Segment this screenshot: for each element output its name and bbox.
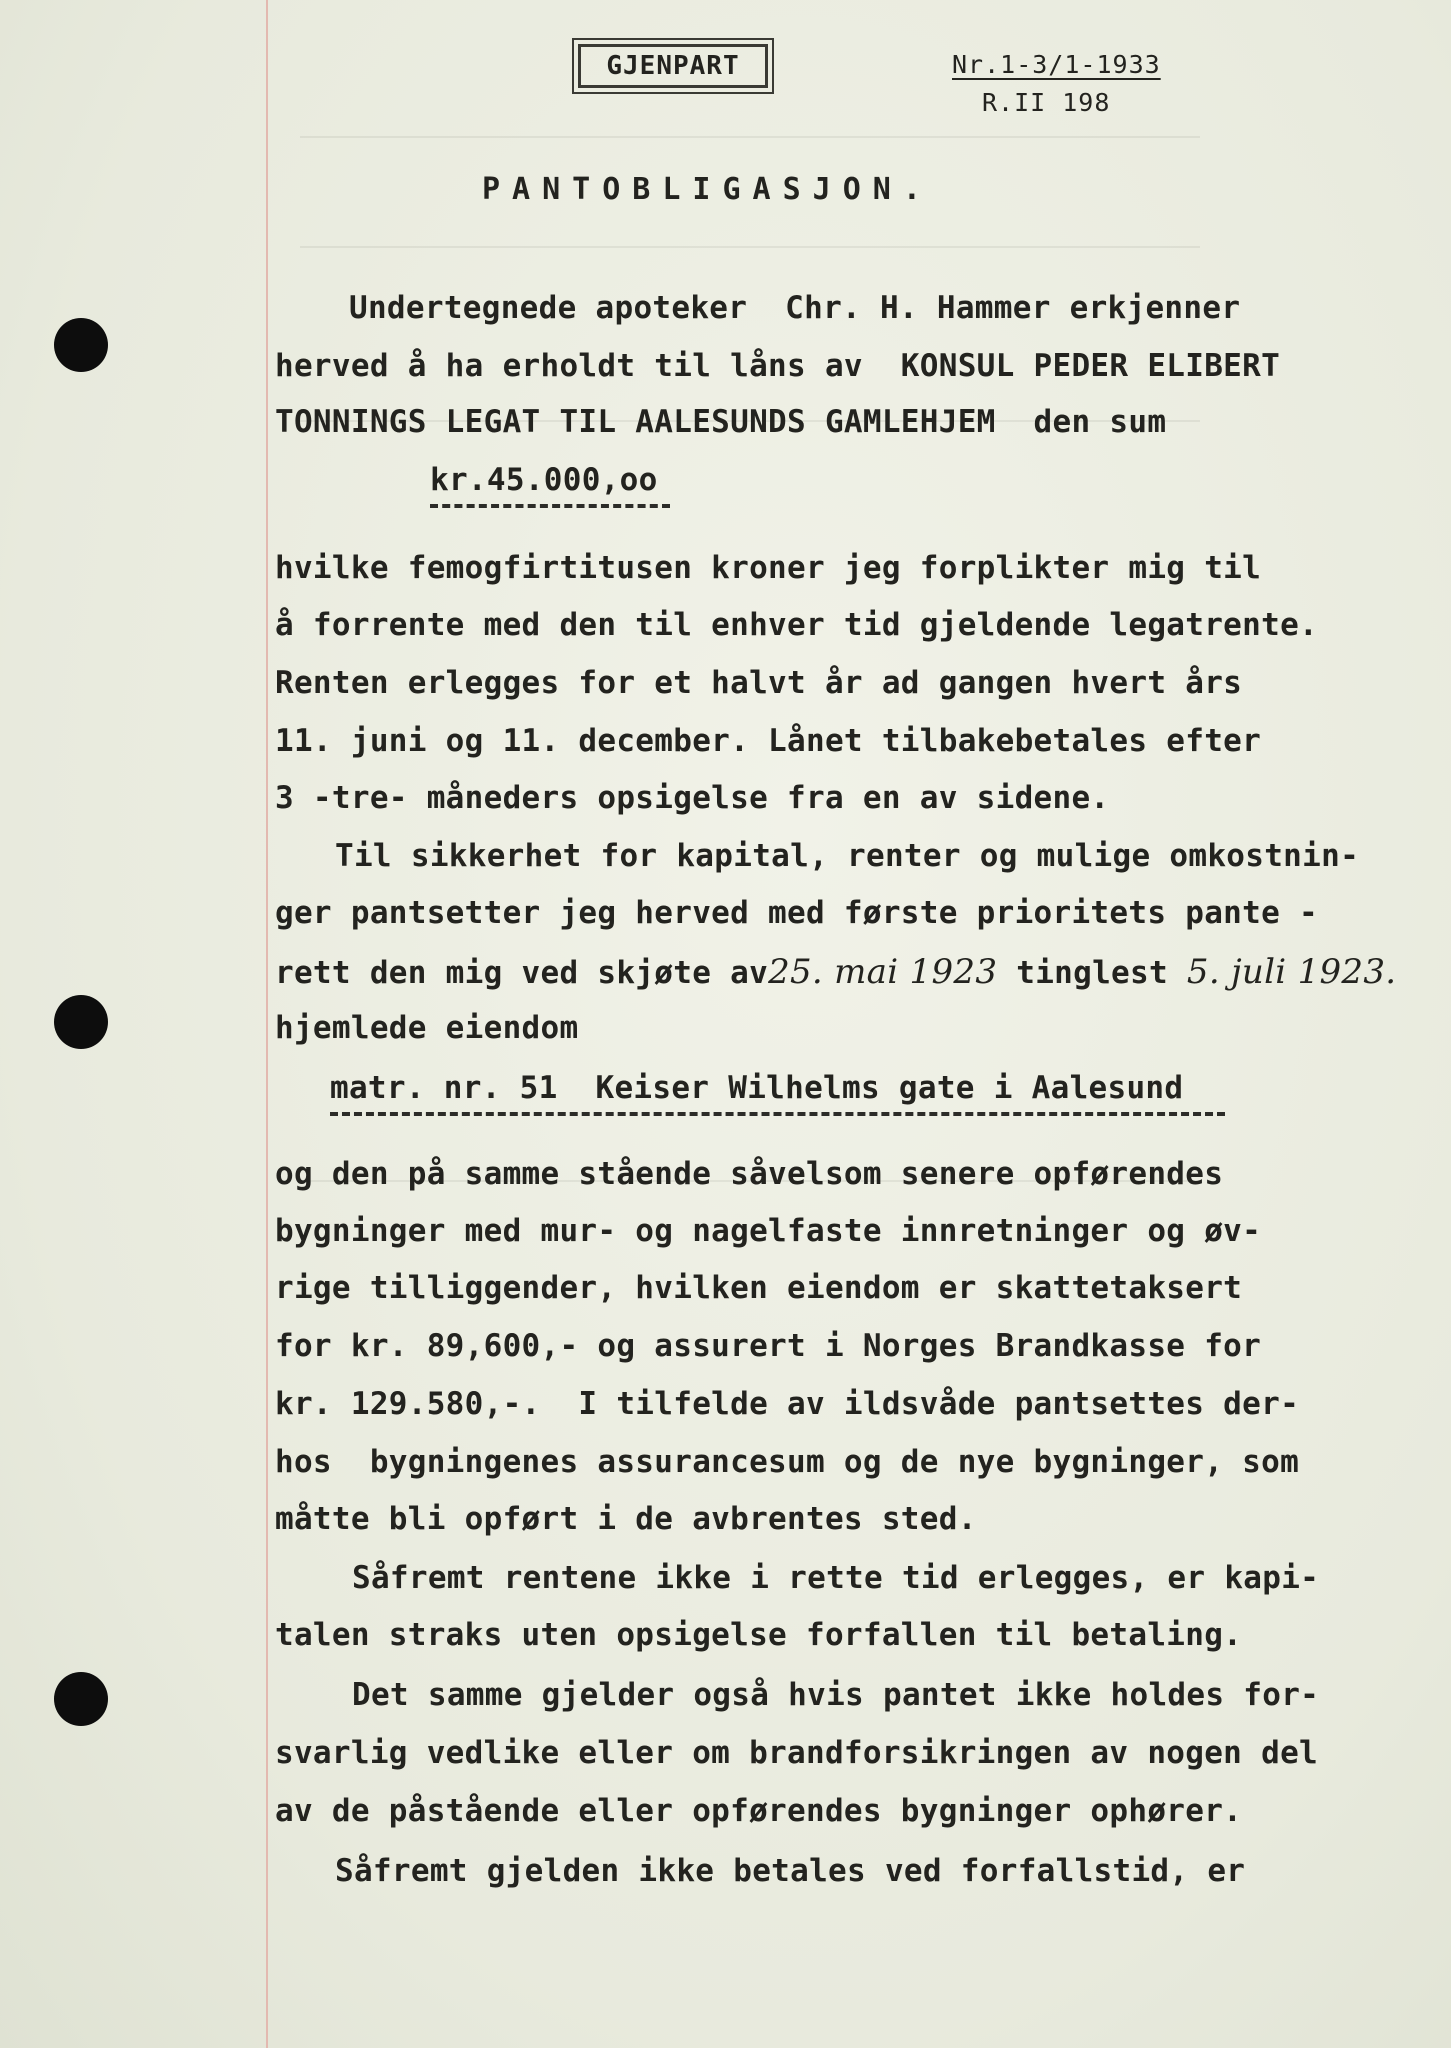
- copy-stamp: GJENPART: [578, 44, 768, 88]
- text-line: kr. 129.580,-. I tilfelde av ildsvåde pantsettes der-: [275, 1386, 1300, 1422]
- text-line: herved å ha erholdt til låns av KONSUL PEDER ELIBERT: [275, 348, 1281, 384]
- text-line: hos bygningenes assurancesum og de nye bygninger, som: [275, 1444, 1300, 1480]
- text-line: hjemlede eiendom: [275, 1010, 579, 1046]
- punch-hole: [54, 318, 108, 372]
- handwritten-deed-date: 25. mai 1923: [768, 952, 998, 992]
- text-line: for kr. 89,600,- og assurert i Norges Brandkasse for: [275, 1328, 1262, 1364]
- property-designation: matr. nr. 51 Keiser Wilhelms gate i Aalesund: [330, 1070, 1184, 1106]
- text-line: talen straks uten opsigelse forfallen til betaling.: [275, 1617, 1243, 1653]
- text-line: og den på samme stående såvelsom senere opførendes: [275, 1156, 1224, 1192]
- margin-line: [266, 0, 268, 2048]
- document-title: PANTOBLIGASJON.: [482, 172, 933, 207]
- reference-code: R.II 198: [982, 88, 1111, 117]
- text-line: Såfremt gjelden ikke betales ved forfallstid, er: [335, 1853, 1246, 1889]
- text-line: svarlig vedlike eller om brandforsikringen av nogen del: [275, 1735, 1318, 1771]
- amount-underline: [430, 504, 670, 508]
- text-line: Renten erlegges for et halvt år ad gangen hvert års: [275, 665, 1243, 701]
- text-line: måtte bli opført i de avbrentes sted.: [275, 1501, 977, 1537]
- text-line: 11. juni og 11. december. Lånet tilbakebetales efter: [275, 723, 1262, 759]
- text-line: [275, 952, 1396, 992]
- property-underline: [330, 1112, 1225, 1116]
- text-line: Til sikkerhet for kapital, renter og mulige omkostnin-: [335, 838, 1360, 874]
- text-line: Det samme gjelder også hvis pantet ikke holdes for-: [352, 1677, 1320, 1713]
- punch-hole: [54, 995, 108, 1049]
- punch-hole: [54, 1672, 108, 1726]
- text-segment: rett den mig ved skjøte av: [275, 955, 769, 991]
- text-line: rige tilliggender, hvilken eiendom er skattetaksert: [275, 1270, 1243, 1306]
- bleed-through: [300, 136, 1200, 138]
- text-segment: tinglest: [1016, 955, 1168, 991]
- text-line: 3 -tre- måneders opsigelse fra en av sidene.: [275, 780, 1110, 816]
- text-line: av de påstående eller opførendes bygninger ophører.: [275, 1793, 1243, 1829]
- reference-number: Nr.1-3/1-1933: [952, 50, 1161, 79]
- text-line: Undertegnede apoteker Chr. H. Hammer erkjenner: [349, 290, 1241, 326]
- bleed-through: [300, 246, 1200, 248]
- text-line: ger pantsetter jeg herved med første prioritets pante -: [275, 895, 1318, 931]
- text-line: TONNINGS LEGAT TIL AALESUNDS GAMLEHJEM den sum: [275, 404, 1167, 440]
- text-line: å forrente med den til enhver tid gjeldende legatrente.: [275, 607, 1318, 643]
- text-line: hvilke femogfirtitusen kroner jeg forplikter mig til: [275, 550, 1262, 586]
- amount: kr.45.000,oo: [430, 462, 658, 498]
- handwritten-registration-date: 5. juli 1923.: [1186, 952, 1397, 992]
- text-line: Såfremt rentene ikke i rette tid erlegges, er kapi-: [352, 1560, 1320, 1596]
- text-line: bygninger med mur- og nagelfaste innretninger og øv-: [275, 1213, 1262, 1249]
